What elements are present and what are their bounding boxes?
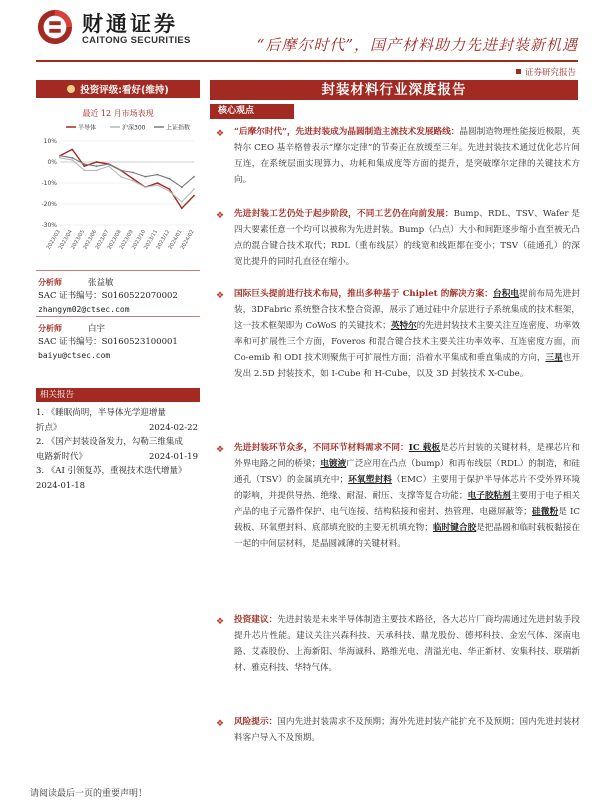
data-point xyxy=(59,155,61,157)
report-type-text: 证券研究报告 xyxy=(524,68,576,78)
highlight-material: 硅微粉 xyxy=(531,507,559,517)
point-body: 晶圆制造物理性能接近极限，英特尔 CEO 基辛格曾表示“摩尔定律”的节奏正在放缓至三年。先进封装技术通过优化芯片间互连，在系统层面实现算力、功耗和集成度等方面的提升，是突破摩尔定律的关键技术方向。 xyxy=(234,127,580,185)
logo-mark-icon xyxy=(36,8,74,46)
x-tick-label: 2024/02 xyxy=(179,229,196,251)
related-report-title: 1. 《睡眠尚明，半导体光学迎增量 xyxy=(36,408,166,418)
analyst-email[interactable]: baiyu@ctsec.com xyxy=(38,351,111,360)
point-body: 提前布局先进封装，3DFabric 系统整合技术整合资源，展示了通过硅中介层进行子系统集成的技术框架，这一技术框架即为 CoWoS 的关键技术； xyxy=(234,289,580,331)
highlight-material: 电镀液 xyxy=(320,459,347,469)
y-tick-label: -30% xyxy=(41,222,57,229)
highlight-material: 电子胶粘剂 xyxy=(467,491,511,501)
data-point xyxy=(169,178,171,180)
related-reports-list xyxy=(36,406,202,493)
data-point xyxy=(132,178,134,180)
x-tick-label: 2023/03 xyxy=(45,229,62,251)
legend-label: 沪深300 xyxy=(122,124,146,132)
analyst-name: 白宇 xyxy=(88,324,106,334)
point-heading: 风险提示： xyxy=(234,717,278,727)
core-point-3 xyxy=(216,286,580,382)
data-point xyxy=(120,176,122,178)
point-heading: 投资建议： xyxy=(234,615,278,625)
data-point xyxy=(83,170,85,172)
core-view-label: 核心观点 xyxy=(210,104,294,119)
logo-chinese-name: 财通证券 xyxy=(82,12,178,36)
diamond-bullet-icon: ❖ xyxy=(216,211,225,221)
y-tick-label: 0% xyxy=(47,159,57,166)
data-point xyxy=(71,159,73,161)
logo-english-name: CAITONG SECURITIES xyxy=(82,35,191,46)
related-report-item[interactable] xyxy=(36,435,202,464)
related-reports-title: 相关报告 xyxy=(36,388,200,402)
investment-advice xyxy=(216,612,580,676)
rating-dot-icon xyxy=(67,85,75,93)
data-point xyxy=(132,180,134,182)
highlight-material: 临时键合胶 xyxy=(432,523,477,533)
risk-warning xyxy=(216,714,580,746)
x-tick-label: 2023/12 xyxy=(155,229,172,251)
diamond-bullet-icon: ❖ xyxy=(216,719,225,729)
report-headline: “后摩尔时代”，国产材料助力先进封装新机遇 xyxy=(256,36,578,54)
related-report-title: 3. 《AI 引领复苏，重视技术迭代增量》 xyxy=(36,466,187,476)
point-heading: 国际巨头提前进行技术布局，推出多种基于 Chiplet 的解决方案： xyxy=(234,289,493,299)
point-body: （EMC）主要用于保护半导体芯片不受外界环境的影响，并提供导热、绝缘、耐湿、耐压、支撑等复合功能； xyxy=(234,475,580,501)
data-point xyxy=(181,207,183,209)
related-report-date: 2024-01-19 xyxy=(148,451,198,462)
investment-rating xyxy=(36,80,200,98)
point-heading: 先进封装环节众多，不同环节材料需求不同： xyxy=(234,443,409,453)
performance-chart-svg xyxy=(36,121,200,263)
data-point xyxy=(96,170,98,172)
core-point-1 xyxy=(216,124,580,188)
data-point xyxy=(157,182,159,184)
point-body: 先进封装是未来半导体制造主要技术路径，各大芯片厂商均需通过先进封装手段提升芯片性能。建议关注兴森科技、天承科技、鼎龙股份、德邦科技、金宏气体、深南电路、艾森股份、上海新阳、华海诚科、路维光电、清溢光电、华正新材、安集科技、联瑞新材、雅克科技、华特气体。 xyxy=(234,615,580,673)
x-tick-label: 2023/05 xyxy=(70,229,87,251)
data-point xyxy=(83,165,85,167)
footer-disclaimer[interactable]: 请阅读最后一页的重要声明！ xyxy=(30,789,148,799)
x-tick-label: 2023/09 xyxy=(118,229,135,251)
x-tick-label: 2023/04 xyxy=(57,229,74,251)
analyst-name: 张益敏 xyxy=(88,278,114,288)
data-point xyxy=(108,165,110,167)
point-body: 的先进封装技术主要关注互连密度、功率效率和可扩展性三个方面，Foveros 和混合键合技术主要关注功率效率、互连密度方面，而 Co-emib 和 ODI 技术则聚焦于可扩展性方面；沿着水平集成和垂直集成的方向， xyxy=(234,321,580,363)
core-point-2 xyxy=(216,206,580,270)
data-point xyxy=(169,188,171,190)
highlight-company: 台积电 xyxy=(493,289,520,299)
sidebar-divider xyxy=(36,270,200,271)
data-point xyxy=(181,201,183,203)
market-performance-label: 最近 12 月市场表现 xyxy=(82,109,154,118)
point-body: 是把晶圆和临时载板黏接在一起的中间层材料，是晶圆减薄的关键材料。 xyxy=(234,523,580,549)
analyst-card-2 xyxy=(38,322,178,362)
related-report-date: 2024-02-22 xyxy=(148,422,198,433)
data-point xyxy=(83,163,85,165)
legend-label: 上证指数 xyxy=(166,124,191,132)
x-tick-label: 2024/01 xyxy=(167,229,184,251)
point-body: 也开发出 2.5D 封装技术，如 I-Cube 和 H-Cube，以及 3D 封装技术 X-Cube。 xyxy=(234,353,580,379)
data-point xyxy=(157,174,159,176)
point-body: 国内先进封装需求不及预期；海外先进封装产能扩充不及预期；国内先进封装材料客户导入不及预期。 xyxy=(234,717,580,743)
data-point xyxy=(132,172,134,174)
diamond-bullet-icon: ❖ xyxy=(216,617,225,627)
data-point xyxy=(59,157,61,159)
diamond-bullet-icon: ❖ xyxy=(216,129,225,139)
y-tick-label: -10% xyxy=(41,180,57,187)
point-body: 主要用于电子相关产品的电子元器件保护、电气连接、结构粘接和密封、热管理、电磁屏蔽等； xyxy=(234,491,580,517)
data-point xyxy=(71,149,73,151)
y-tick-label: 10% xyxy=(43,138,57,145)
highlight-material: IC 载板 xyxy=(408,443,441,453)
diamond-bullet-icon: ❖ xyxy=(216,291,225,301)
data-point xyxy=(157,184,159,186)
point-heading: 先进封装工艺仍处于起步阶段，不同工艺仍在向前发展： xyxy=(234,209,454,219)
x-tick-label: 2023/07 xyxy=(94,229,111,251)
analyst-cert: SAC 证书编号：S0160522070002 xyxy=(38,291,178,301)
related-report-date: 2024-01-18 xyxy=(36,480,86,491)
highlight-company: 英特尔 xyxy=(390,321,417,331)
point-body: 是 IC 载板、环氧塑封料、底部填充胶的主要无机填充物； xyxy=(234,507,580,533)
data-point xyxy=(144,176,146,178)
highlight-company: 三星 xyxy=(545,353,563,363)
analyst-role: 分析师 xyxy=(38,278,62,287)
data-point xyxy=(96,165,98,167)
point-body: 广泛应用在凸点（bump）和再布线层（RDL）的制造，和硅通孔（TSV）的金属填充中； xyxy=(234,459,580,485)
analyst-role: 分析师 xyxy=(38,324,62,333)
data-point xyxy=(193,176,195,178)
x-tick-label: 2023/06 xyxy=(82,229,99,251)
related-report-title: 2. 《国产封装设备发力，勾勒三维集成 xyxy=(36,437,183,447)
related-report-item[interactable] xyxy=(36,406,202,435)
related-report-title-cont: 电路新时代》 xyxy=(36,451,88,462)
highlight-material: 环氧塑封料 xyxy=(348,475,393,485)
square-bullet-icon xyxy=(516,69,521,74)
analyst-cert: SAC 证书编号：S0160523100001 xyxy=(38,337,178,347)
related-report-item[interactable] xyxy=(36,464,202,493)
diamond-bullet-icon: ❖ xyxy=(216,445,225,455)
data-point xyxy=(169,191,171,193)
series-line-沪深300 xyxy=(60,158,194,202)
data-point xyxy=(71,157,73,159)
x-tick-label: 2023/11 xyxy=(143,229,160,251)
report-title: 封装材料行业深度报告 xyxy=(210,80,578,100)
core-point-4 xyxy=(216,440,580,552)
data-point xyxy=(193,188,195,190)
analyst-email[interactable]: zhangym02@ctsec.com xyxy=(38,305,130,314)
data-point xyxy=(144,186,146,188)
point-heading: “后摩尔时代”，先进封装成为晶圆制造主流技术发展路线： xyxy=(234,127,460,137)
y-tick-label: -20% xyxy=(41,201,57,208)
company-logo xyxy=(36,6,226,48)
data-point xyxy=(96,161,98,163)
analyst-card-1 xyxy=(38,276,178,316)
data-point xyxy=(120,170,122,172)
data-point xyxy=(193,195,195,197)
report-type-label xyxy=(516,66,576,78)
x-tick-label: 2023/08 xyxy=(106,229,123,251)
rating-text: 投资评级:看好(维持) xyxy=(80,85,169,96)
header-divider xyxy=(36,60,578,62)
point-body: 是芯片封装的关键材料，是裸芯片和外界电路之间的桥梁； xyxy=(234,443,580,469)
data-point xyxy=(181,186,183,188)
legend-label: 半导体 xyxy=(78,124,97,132)
data-point xyxy=(108,163,110,165)
related-report-title-cont: 折点》 xyxy=(36,422,62,433)
point-body: Bump、RDL、TSV、Wafer 是四大要素任意一个均可以被称为先进封装。Bump（凸点）大小和间距逐步缩小直至被无凸点的混合键合技术取代；RDL（重布线层）的线宽和线距都在变小；TSV（硅通孔）的深宽比提升的同时孔直径在缩小。 xyxy=(234,209,580,267)
performance-chart xyxy=(36,121,200,263)
sidebar-divider xyxy=(36,316,200,317)
x-tick-label: 2023/10 xyxy=(131,229,148,251)
